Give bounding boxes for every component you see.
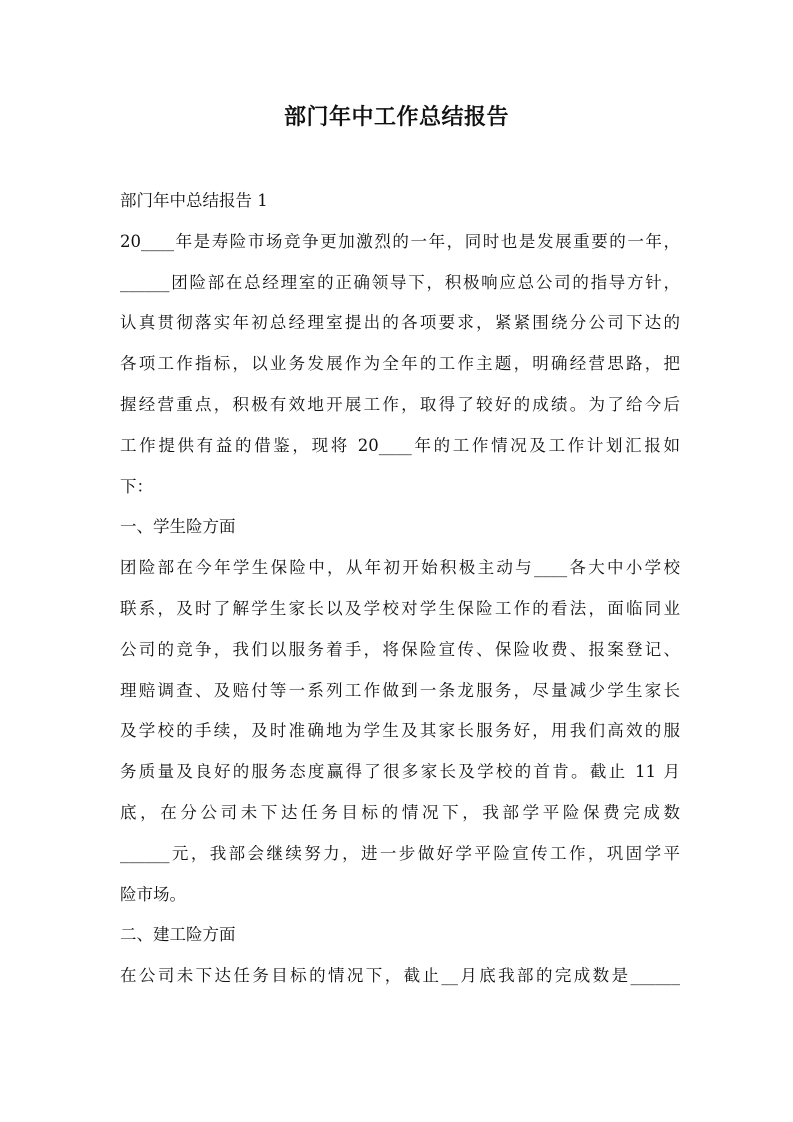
text-line: 认真贯彻落实年初总经理室提出的各项要求，紧紧围绕分公司下达的 [120, 313, 680, 333]
text-line: 底，在分公司未下达任务目标的情况下，我部学平险保费完成数 [120, 802, 680, 822]
text-line: 险市场。 [120, 884, 186, 904]
text-line: 工作提供有益的借鉴，现将 20____年的工作情况及工作计划汇报如 [120, 435, 680, 455]
text-line: 联系，及时了解学生家长以及学校对学生保险工作的看法，面临同业 [120, 598, 680, 618]
text-line: 一、学生险方面 [120, 517, 236, 537]
text-line: 20____年是寿险市场竞争更加激烈的一年，同时也是发展重要的一年， [120, 231, 680, 251]
document-body [120, 181, 680, 997]
text-line: 团险部在今年学生保险中，从年初开始积极主动与____各大中小学校 [120, 558, 680, 578]
text-line: 在公司未下达任务目标的情况下，截止__月底我部的完成数是______ [120, 966, 680, 986]
text-line: 及学校的手续，及时准确地为学生及其家长服务好，用我们高效的服 [120, 721, 680, 741]
text-line: 各项工作指标，以业务发展作为全年的工作主题，明确经营思路，把 [120, 354, 680, 374]
text-line: 务质量及良好的服务态度赢得了很多家长及学校的首肯。截止 11 月 [120, 762, 680, 782]
text-line: ______元，我部会继续努力，进一步做好学平险宣传工作，巩固学平 [120, 843, 680, 863]
text-line: ______团险部在总经理室的正确领导下，积极响应总公司的指导方针， [120, 272, 680, 292]
text-line: 二、建工险方面 [120, 925, 236, 945]
text-line: 下： [120, 476, 153, 496]
document-title: 部门年中工作总结报告 [283, 104, 509, 130]
text-line: 握经营重点，积极有效地开展工作，取得了较好的成绩。为了给今后 [120, 394, 680, 414]
text-line: 部门年中总结报告 1 [120, 191, 268, 210]
text-line: 公司的竞争，我们以服务着手，将保险宣传、保险收费、报案登记、 [120, 639, 680, 659]
text-line: 理赔调查、及赔付等一系列工作做到一条龙服务，尽量减少学生家长 [120, 680, 680, 700]
